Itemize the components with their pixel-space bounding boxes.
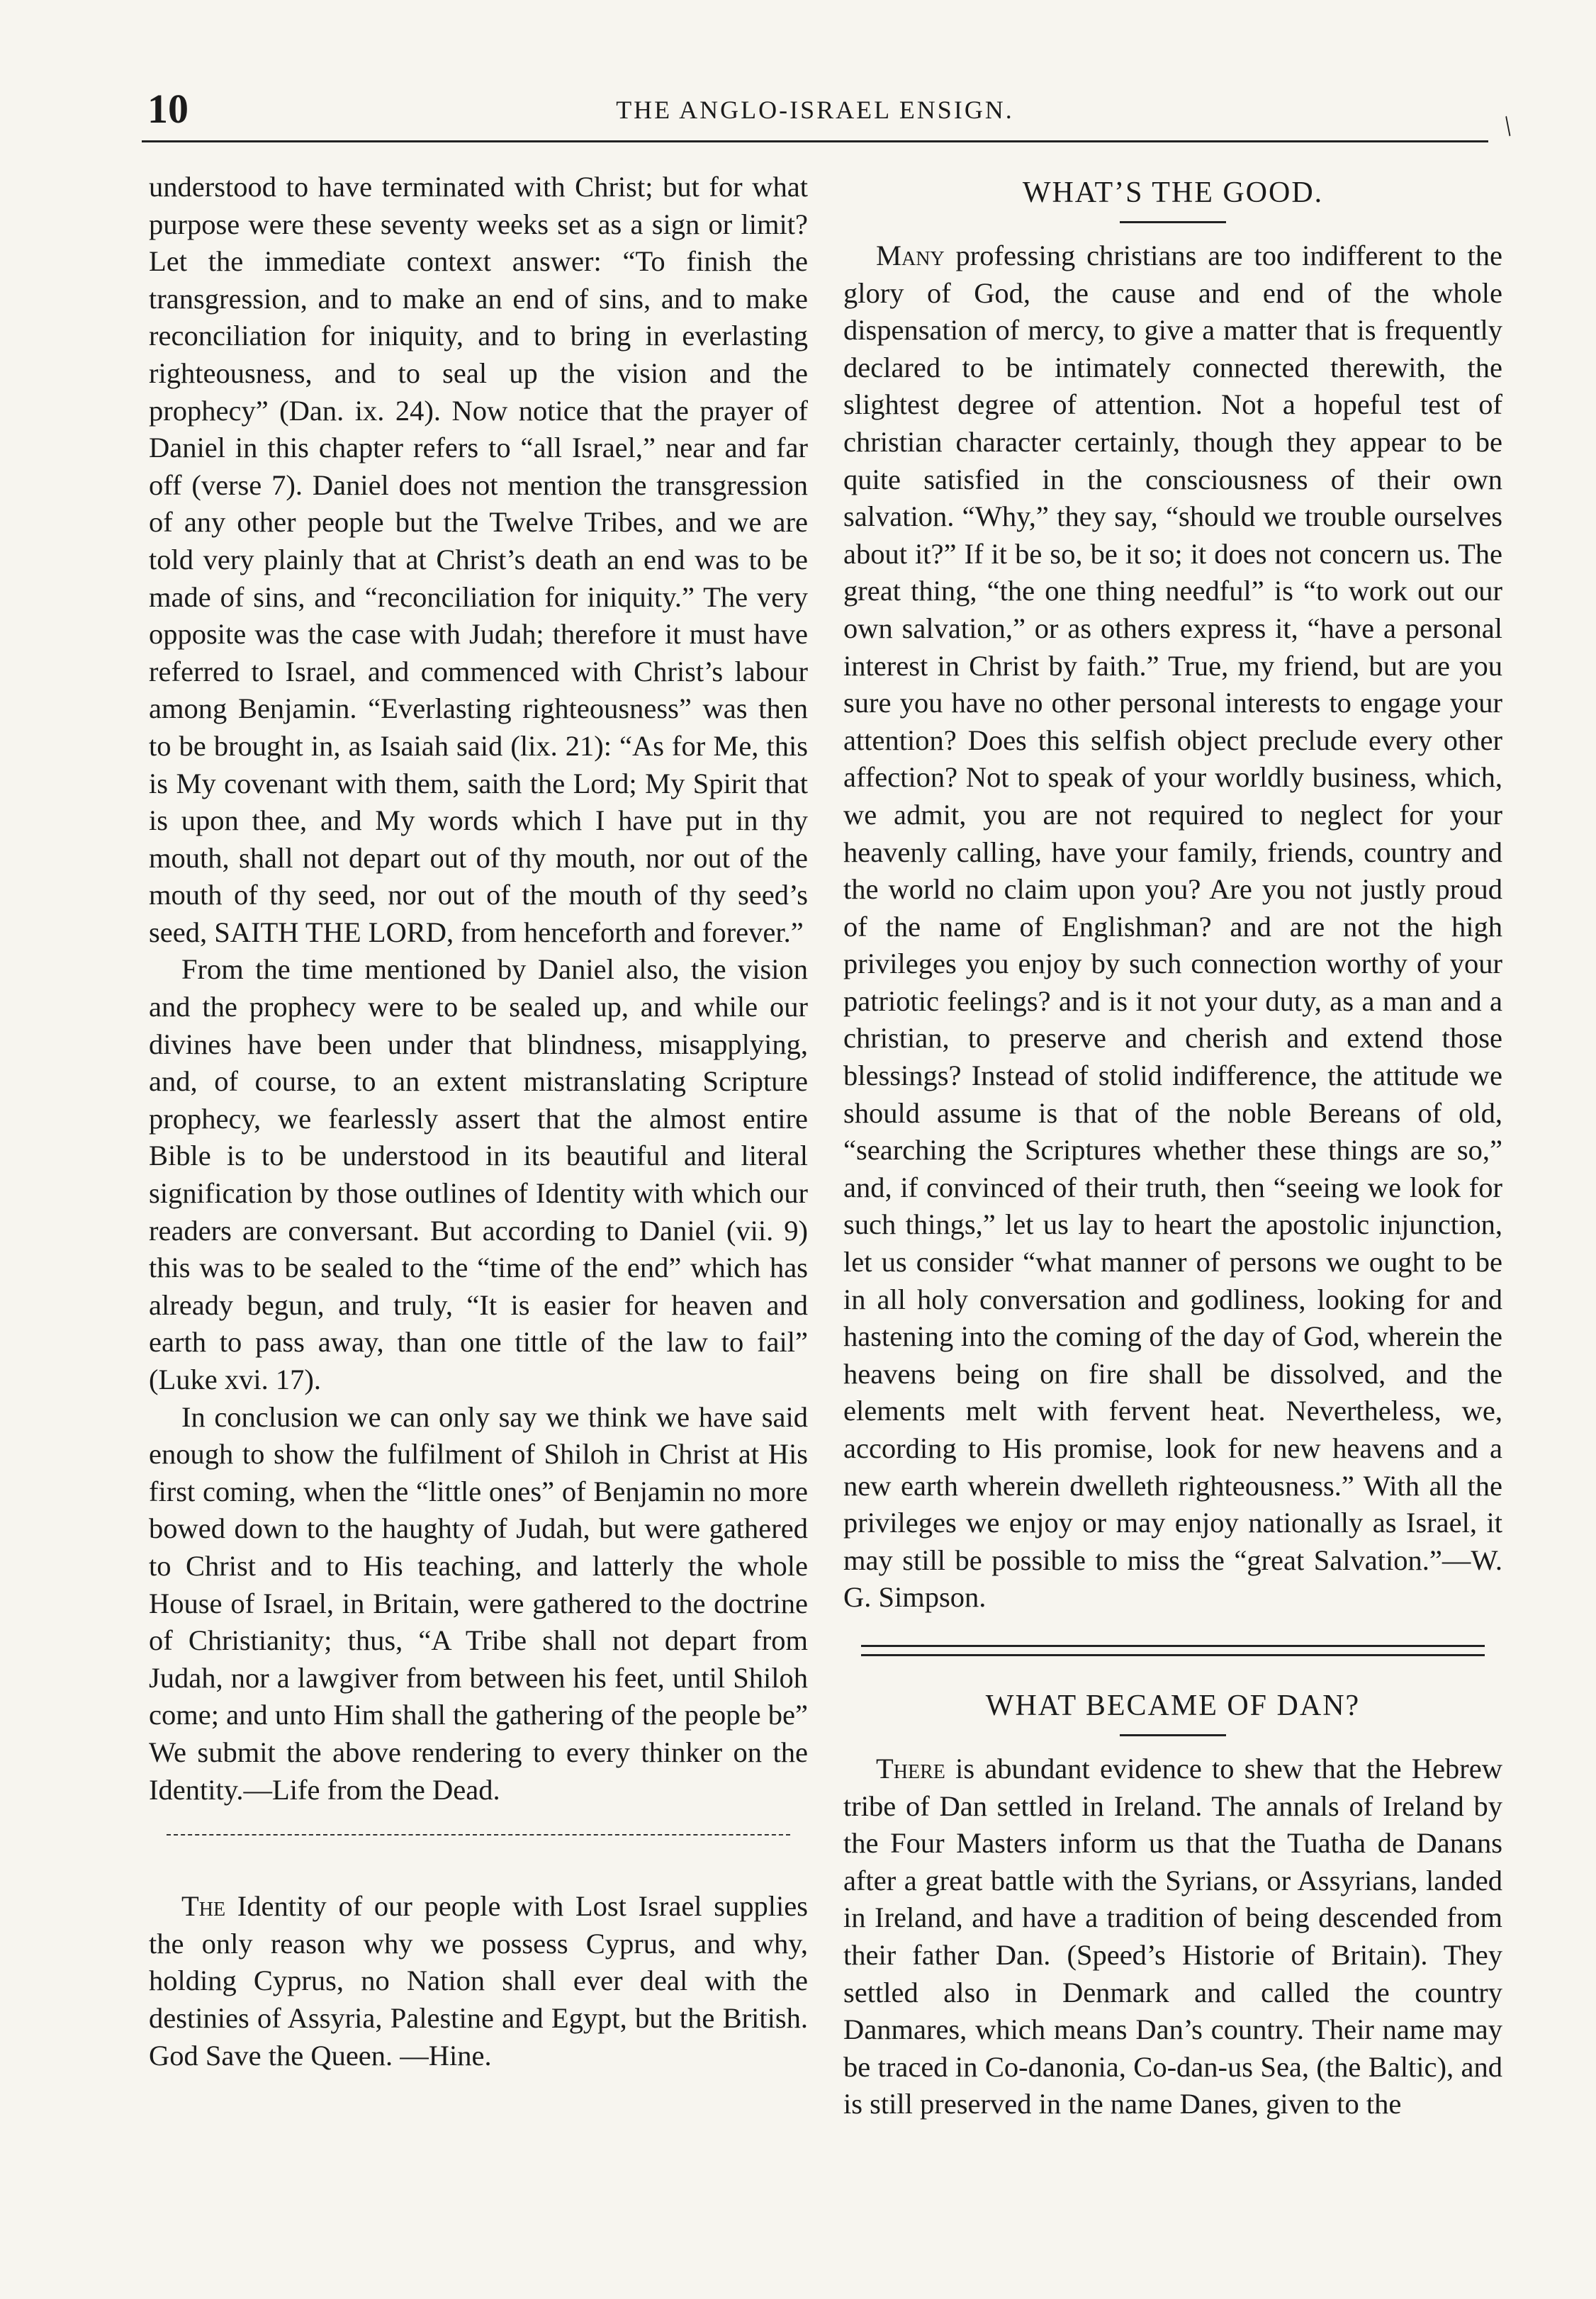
article-text: is abundant evidence to shew that the Hebrew tribe of Dan settled in Ireland. The annals of Ireland by the Four Masters inform us that the Tuatha de Danans after a great battle with the Syrians, or Assyrians, landed in Ireland, and have a tradition of being descended from their father Dan. (Speed’s Historie of Britain). They settled also in Denmark and called the country Danmares, which means Dan’s country. Their name may be traced in Co-danonia, Co-dan-us Sea, (the Baltic), and is still preserved in the name Danes, given to the [843, 1752, 1502, 2120]
title-rule [1120, 221, 1226, 223]
section-title-what-became-of-dan: WHAT BECAME OF DAN? [985, 1689, 1361, 1722]
margin-mark: / [1496, 110, 1519, 142]
page-number: 10 [147, 86, 189, 132]
article-lead-word: There [876, 1752, 945, 1784]
left-column [149, 169, 808, 2074]
identity-note [149, 1888, 808, 2074]
article-text: professing christians are too indifferent to the glory of God, the cause and end of the whole dispensation of mercy, to give a matter that is frequently declared to be intimately connected therewith, the slightest degree of attention. Not a hopeful test of christian character certainly, though they appear to be quite satisfied in the consciousness of their own salvation. “Why,” they say, “should we trouble ourselves about it?” If it be so, be it so; it does not concern us. The great thing, “the one thing needful” is “to work out our own salvation,” or as others express it, “have a personal interest in Christ by faith.” True, my friend, but are you sure you have no other personal interests to engage your attention? Does this selfish object preclude every other affection? Not to speak of your worldly business, which, we admit, you are not required to neglect for your heavenly calling, have your family, friends, country and the world no claim upon you? Are you not justly proud of the name of Englishman? and are not the high privileges you enjoy by such connection worthy of your patriotic feelings? and is it not your duty, as a man and a christian, to preserve and cherish and extend those blessings? Instead of stolid indifference, the attitude we should assume is that of the noble Bereans of old, “searching the Scriptures whether these things are so,” and, if convinced of their truth, then “seeing we look for such things,” let us lay to heart the apostolic injunction, let us consider “what manner of persons we ought to be in all holy conversation and godliness, looking for and hastening into the coming of the day of God, wherein the heavens being on fire shall be dissolved, and the elements melt with fervent heat. Nevertheless, we, according to His promise, look for new heavens and a new earth wherein dwelleth righteousness.” With all the privileges we enjoy or may enjoy nationally as Israel, it may still be possible to miss the “great Salvation.”—W. G. Simpson. [843, 240, 1502, 1614]
section-title-whats-the-good: WHAT’S THE GOOD. [1022, 176, 1324, 209]
section-divider [861, 1645, 1485, 1656]
article-lead-word: Many [876, 240, 945, 271]
right-column [843, 169, 1502, 2123]
article-what-became-of-dan [843, 1750, 1502, 2123]
identity-note-lead: The [181, 1890, 226, 1923]
running-title: THE ANGLO-ISRAEL ENSIGN. [616, 96, 1014, 124]
left-paragraph-3: In conclusion we can only say we think we have said enough to show the fulfilment of Shiloh in Christ at His first coming, when the “little ones” of Benjamin no more bowed down to the haughty of Judah, but were gathered to Christ and to His teaching, and latterly the whole House of Israel, in Britain, were gathered to the doctrine of Christianity; thus, “A Tribe shall not depart from Judah, nor a lawgiver from between his feet, until Shiloh come; and unto Him shall the gathering of the people be” We submit the above rendering to every thinker on the Identity.—Life from the Dead. [149, 1400, 808, 1806]
page-header [142, 77, 1488, 140]
column-divider [167, 1834, 790, 1836]
identity-note-text: Identity of our people with Lost Israel supplies the only reason why we possess Cyprus, and why, holding Cyprus, no Nation shall ever deal with the destinies of Assyria, Palestine and Egypt, but the British. God Save the Queen. —Hine. [149, 1890, 809, 2072]
header-rule [142, 140, 1488, 142]
title-rule [1120, 1734, 1226, 1736]
article-whats-the-good [843, 237, 1502, 1617]
left-paragraph-2: From the time mentioned by Daniel also, the vision and the prophecy were to be sealed up, and while our divines have been under that blindness, misapplying, and, of course, to an extent mistranslating Scripture prophecy, we fearlessly assert that the almost entire Bible is to be understood in its beautiful and literal signification by those outlines of Identity with which our readers are conversant. But according to Daniel (vii. 9) this was to be sealed to the “time of the end” which has already begun, and truly, “It is easier for heaven and earth to pass away, than one tittle of the law to fail” (Luke xvi. 17). [149, 953, 808, 1395]
left-paragraph-1: understood to have terminated with Christ; but for what purpose were these seventy weeks set as a sign or limit? Let the immediate context answer: “To finish the transgression, and to make an end of sins, and to make reconciliation for iniquity, and to bring in everlasting righteousness, and to seal up the vision and the prophecy” (Dan. ix. 24). Now notice that the prayer of Daniel in this chapter refers to “all Israel,” near and far off (verse 7). Daniel does not mention the transgression of any other people but the Twelve Tribes, and we are told very plainly that at Christ’s death an end was to be made of sins, and “reconciliation for iniquity.” The very opposite was the case with Judah; therefore it must have referred to Israel, and commenced with Christ’s labour among Benjamin. “Everlasting righteousness” was then to be brought in, as Isaiah said (lix. 21): “As for Me, this is My covenant with them, saith the Lord; My Spirit that is upon thee, and My words which I have put in thy mouth, shall not depart out of thy mouth, nor out of the mouth of thy seed, nor out of the mouth of thy seed’s seed, SAITH THE LORD, from henceforth and forever.” [149, 171, 808, 948]
